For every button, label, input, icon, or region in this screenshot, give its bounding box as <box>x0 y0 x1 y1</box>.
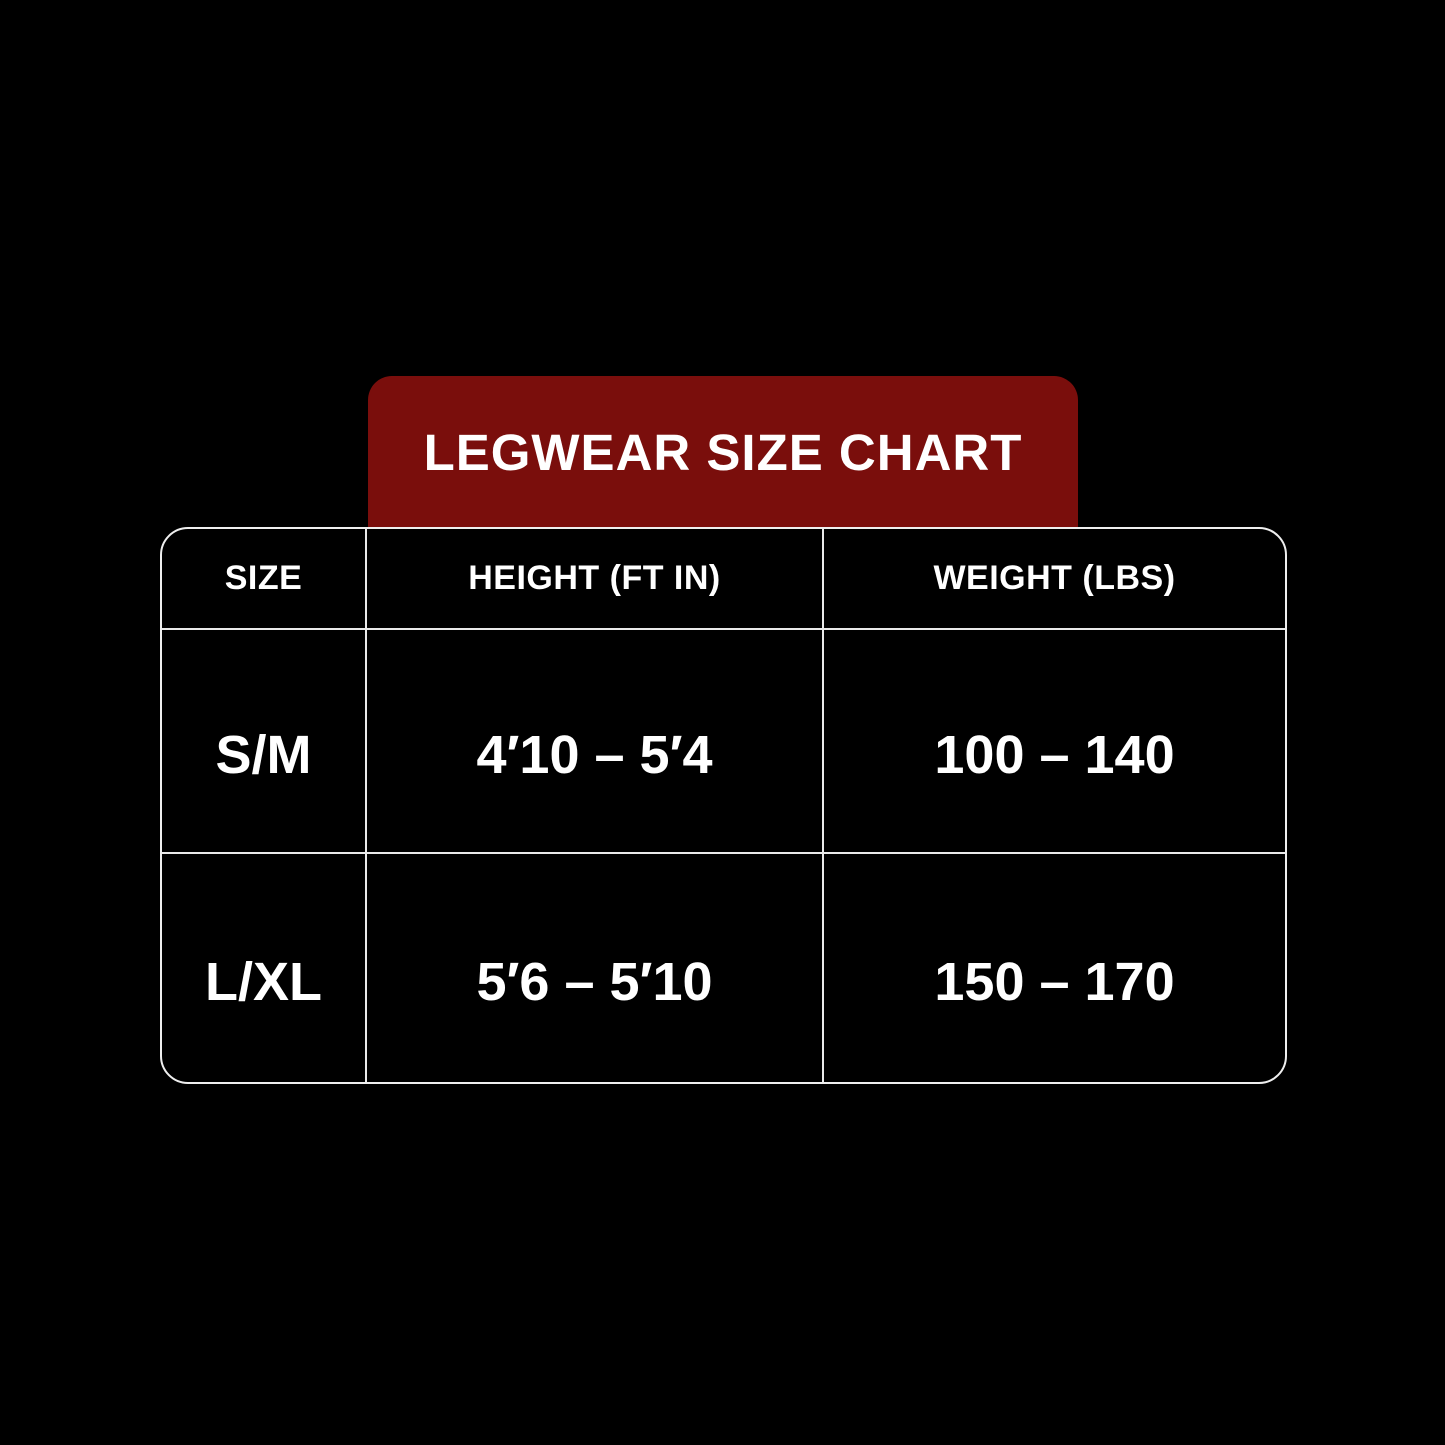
cell-size-lxl: L/XL <box>162 854 367 1082</box>
column-header-size: SIZE <box>162 529 367 630</box>
column-header-weight: WEIGHT (LBS) <box>824 529 1285 630</box>
cell-height-lxl: 5′6 – 5′10 <box>367 854 824 1082</box>
cell-weight-lxl: 150 – 170 <box>934 952 1175 1012</box>
cell-height-sm: 4′10 – 5′4 <box>367 630 824 854</box>
column-header-height: HEIGHT (FT IN) <box>367 529 824 630</box>
cell-size-sm: S/M <box>162 630 367 854</box>
size-chart-table <box>160 527 1287 1084</box>
page-title: LEGWEAR SIZE CHART <box>423 423 1023 481</box>
cell-weight-sm: 100 – 140 <box>824 630 1285 854</box>
title-banner <box>368 376 1078 528</box>
